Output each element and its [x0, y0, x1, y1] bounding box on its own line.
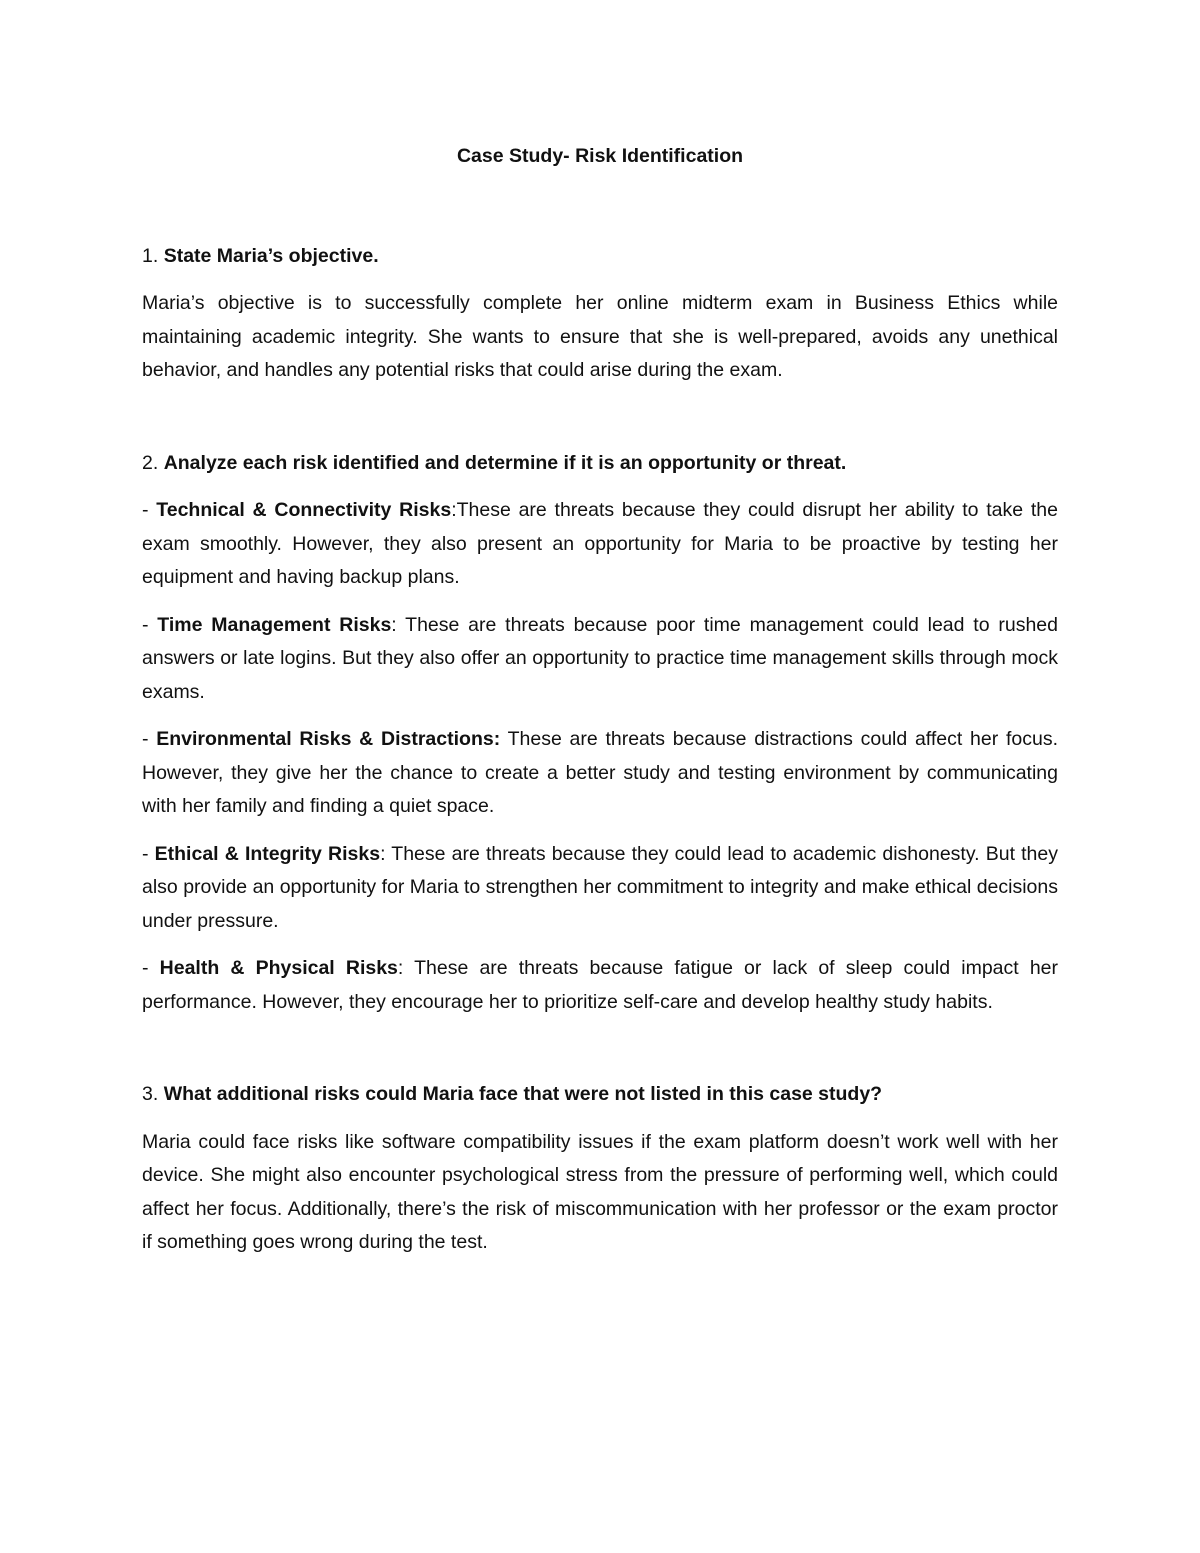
risk-dash: -	[142, 499, 157, 521]
risk-dash: -	[142, 842, 155, 865]
risk-name: Technical & Connectivity Risks	[156, 499, 452, 521]
risk-name: Environmental Risks & Distractions:	[156, 728, 501, 750]
risk-item-technical	[142, 494, 1058, 595]
risk-separator: :	[397, 957, 415, 979]
risk-description: These are threats because they could disrupt her ability to take the exam smoothly. However, they also present an opportunity for Maria to be proactive by testing her equipment and having backup plans.	[142, 499, 1058, 588]
risk-item-ethical	[142, 838, 1058, 939]
section-spacer	[142, 1033, 1058, 1078]
answer-1: Maria’s objective is to successfully complete her online midterm exam in Business Ethics while maintaining academic integrity. She wants to ensure that she is well-prepared, avoids any unethical behavior, and handles any potential risks that could arise during the exam.	[142, 292, 1058, 381]
risk-item-health	[142, 952, 1058, 1019]
question-3-number: 3.	[142, 1083, 159, 1105]
risk-separator: :	[380, 842, 392, 865]
question-2-text: Analyze each risk identified and determine if it is an opportunity or threat.	[163, 451, 847, 474]
document-content	[142, 140, 1058, 1274]
risk-description: These are threats because they could lead to academic dishonesty. But they also provide an opportunity for Maria to strengthen her commitment to integrity and make ethical decisions under pressure.	[142, 842, 1058, 932]
risk-name: Health & Physical Risks	[159, 957, 398, 979]
question-1-number: 1.	[142, 244, 159, 267]
risk-dash: -	[142, 957, 160, 979]
risk-dash: -	[142, 613, 158, 636]
question-1	[142, 240, 1058, 274]
risk-separator	[500, 728, 507, 750]
document-title: Case Study- Risk Identification	[456, 145, 744, 167]
question-3	[142, 1078, 1058, 1112]
question-2-number: 2.	[142, 451, 159, 474]
answer-3: Maria could face risks like software compatibility issues if the exam platform doesn’t work well with her device. She might also encounter psychological stress from the pressure of performing well, which could affect her focus. Additionally, there’s the risk of miscommunication with her professor or the exam proctor if something goes wrong during the test.	[142, 1130, 1058, 1253]
question-3-text: What additional risks could Maria face that were not listed in this case study?	[163, 1083, 883, 1105]
risk-separator: :	[391, 613, 406, 636]
risk-item-environmental	[142, 723, 1058, 824]
risk-item-time-management	[142, 609, 1058, 710]
question-1-text: State Maria’s objective.	[163, 244, 379, 267]
risk-separator: :	[451, 499, 457, 521]
risk-name: Time Management Risks	[157, 613, 392, 636]
risk-description: These are threats because fatigue or lack of sleep could impact her performance. However, they encourage her to prioritize self-care and develop healthy study habits.	[142, 957, 1058, 1013]
risk-name: Ethical & Integrity Risks	[154, 842, 381, 865]
risk-description: These are threats because distractions could affect her focus. However, they give her the chance to create a better study and testing environment by communicating with her family and finding a quiet space.	[142, 728, 1058, 817]
risk-description: These are threats because poor time management could lead to rushed answers or late logins. But they also offer an opportunity to practice time management skills through mock exams.	[142, 613, 1058, 703]
risk-dash: -	[142, 728, 157, 750]
section-spacer	[142, 402, 1058, 447]
question-2	[142, 447, 1058, 481]
